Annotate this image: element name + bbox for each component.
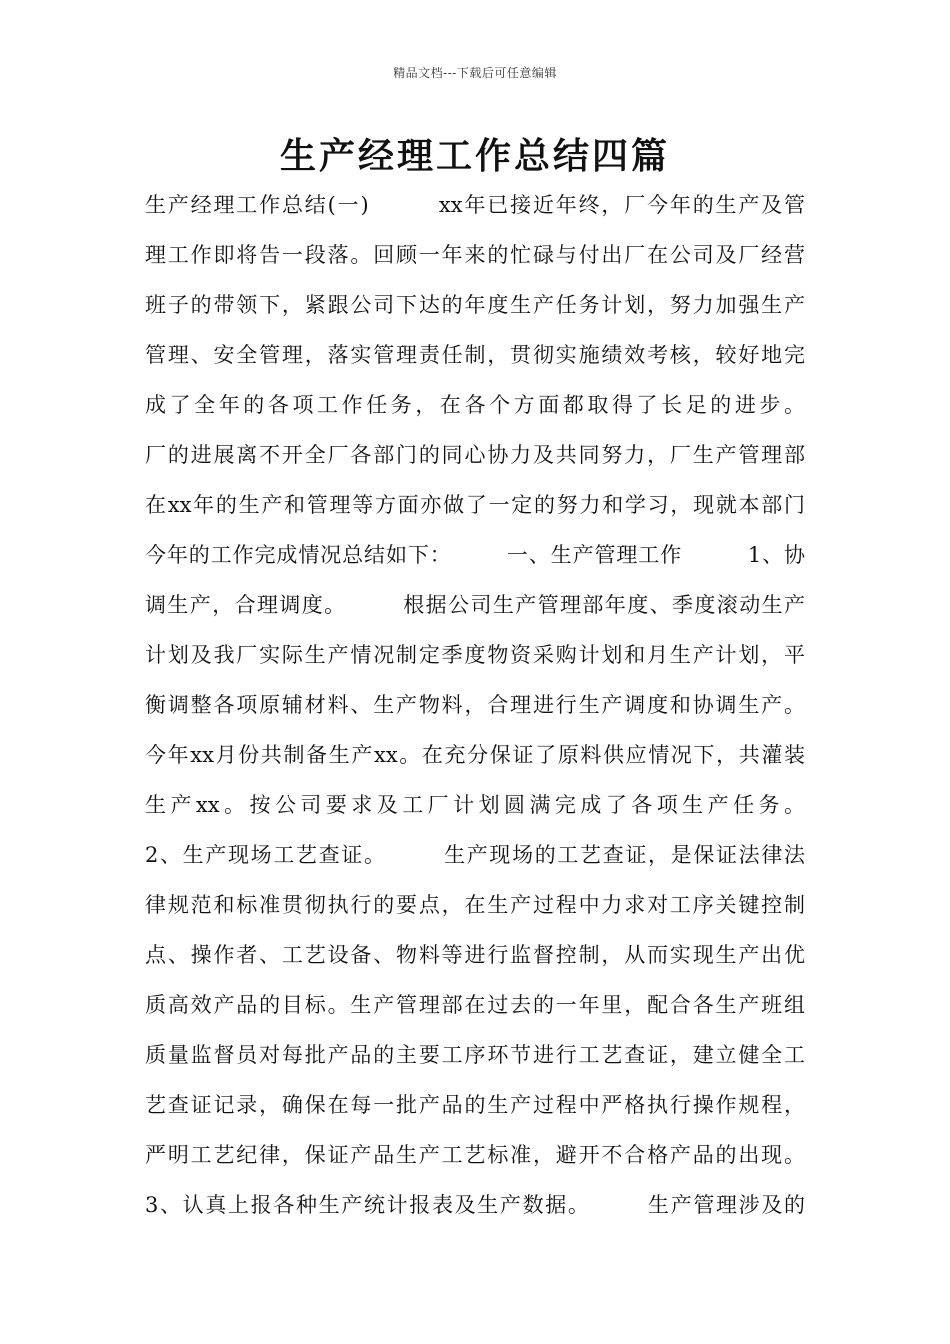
- body-line: 点、操作者、工艺设备、物料等进行监督控制，从而实现生产出优: [145, 943, 805, 967]
- body-line: 质量监督员对每批产品的主要工序环节进行工艺查证，建立健全工: [145, 1043, 805, 1067]
- body-line: 律规范和标准贯彻执行的要点，在生产过程中力求对工序关键控制: [145, 893, 805, 917]
- body-line: 厂的进展离不开全厂各部门的同心协力及共同努力，厂生产管理部: [145, 443, 805, 467]
- body-line: 班子的带领下，紧跟公司下达的年度生产任务计划，努力加强生产: [145, 293, 805, 317]
- body-line: 生产经理工作总结(一) xx年已接近年终，厂今年的生产及管: [145, 193, 805, 217]
- body-line: 成了全年的各项工作任务，在各个方面都取得了长足的进步。: [145, 393, 805, 417]
- body-line: 今年的工作完成情况总结如下： 一、生产管理工作 1、协: [145, 543, 805, 567]
- document-title: 生产经理工作总结四篇: [279, 135, 670, 177]
- body-line: 严明工艺纪律，保证产品生产工艺标准，避开不合格产品的出现。: [145, 1143, 805, 1167]
- body-text: [145, 180, 805, 1230]
- body-line: 2、生产现场工艺查证。 生产现场的工艺查证，是保证法律法: [145, 843, 805, 867]
- body-line: 生产xx。按公司要求及工厂计划圆满完成了各项生产任务。: [145, 793, 805, 817]
- body-line: 理工作即将告一段落。回顾一年来的忙碌与付出厂在公司及厂经营: [145, 243, 805, 267]
- body-line: 计划及我厂实际生产情况制定季度物资采购计划和月生产计划，平: [145, 643, 805, 667]
- body-line: 衡调整各项原辅材料、生产物料，合理进行生产调度和协调生产。: [145, 693, 805, 717]
- body-line: 今年xx月份共制备生产xx。在充分保证了原料供应情况下，共灌装: [145, 743, 805, 767]
- body-line: 艺查证记录，确保在每一批产品的生产过程中严格执行操作规程，: [145, 1093, 805, 1117]
- header-note: 精品文档---下载后可任意编辑: [393, 66, 557, 80]
- body-line: 调生产，合理调度。 根据公司生产管理部年度、季度滚动生产: [145, 593, 805, 617]
- body-line: 3、认真上报各种生产统计报表及生产数据。 生产管理涉及的: [145, 1193, 805, 1217]
- body-line: 在xx年的生产和管理等方面亦做了一定的努力和学习，现就本部门: [145, 493, 805, 517]
- body-line: 质高效产品的目标。生产管理部在过去的一年里，配合各生产班组: [145, 993, 805, 1017]
- body-line: 管理、安全管理，落实管理责任制，贯彻实施绩效考核，较好地完: [145, 343, 805, 367]
